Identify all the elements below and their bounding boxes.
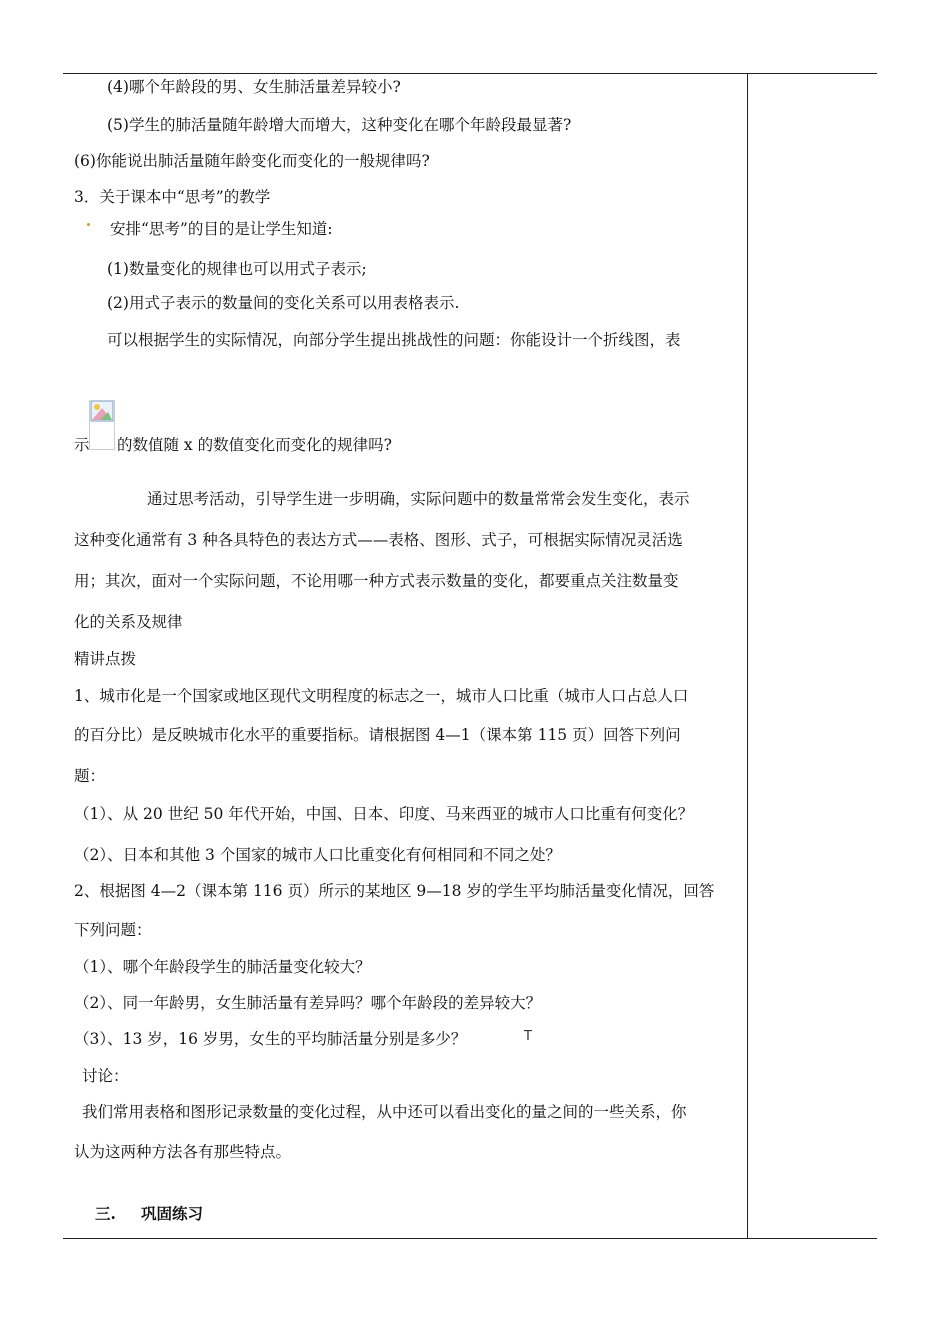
- paragraph-line-1: 通过思考活动，引导学生进一步明确，实际问题中的数量常常会发生变化，表示: [147, 490, 690, 508]
- question-4: (4)哪个年龄段的男、女生肺活量差异较小?: [107, 78, 401, 96]
- stray-marker: T: [524, 1029, 532, 1044]
- key-points-heading: 精讲点拨: [74, 650, 137, 668]
- question-5: (5)学生的肺活量随年龄增大而增大，这种变化在哪个年龄段最显著?: [107, 116, 572, 134]
- broken-image-icon: [89, 400, 115, 450]
- item-2-line-2: 下列问题：: [74, 921, 152, 939]
- paragraph-line-4: 化的关系及规律: [74, 613, 183, 631]
- table-bottom-border: [63, 1238, 877, 1239]
- challenge-question: 可以根据学生的实际情况，向部分学生提出挑战性的问题：你能设计一个折线图，表: [107, 331, 681, 349]
- item-1-sub-1: （1）、从 20 世纪 50 年代开始，中国、日本、印度、马来西亚的城市人口比重有何变化？: [74, 805, 694, 823]
- challenge-continuation: 的数值随 x 的数值变化而变化的规律吗?: [117, 436, 392, 454]
- item-1-line-3: 题：: [74, 767, 106, 785]
- item-2-sub-2: （2）、同一年龄男，女生肺活量有差异吗？哪个年龄段的差异较大？: [74, 994, 542, 1012]
- item-1-line-2: 的百分比）是反映城市化水平的重要指标。请根据图 4—1（课本第 115 页）回答下列问: [74, 726, 681, 744]
- table-column-divider: [747, 73, 748, 1238]
- paragraph-line-3: 用；其次，面对一个实际问题，不论用哪一种方式表示数量的变化，都要重点关注数量变: [74, 572, 679, 590]
- item-1-sub-2: （2）、日本和其他 3 个国家的城市人口比重变化有何相同和不同之处？: [74, 846, 561, 864]
- challenge-continuation-start: 示: [74, 436, 90, 454]
- section-3-number: 三.: [95, 1204, 116, 1223]
- point-1: (1)数量变化的规律也可以用式子表示;: [107, 260, 367, 278]
- discussion-line-1: 我们常用表格和图形记录数量的变化过程，从中还可以看出变化的量之间的一些关系，你: [82, 1103, 687, 1121]
- question-6: (6)你能说出肺活量随年龄变化而变化的一般规律吗?: [74, 152, 430, 170]
- item-2-sub-3: （3）、13 岁，16 岁男，女生的平均肺活量分别是多少？: [74, 1030, 467, 1048]
- point-2: (2)用式子表示的数量间的变化关系可以用表格表示.: [107, 294, 460, 312]
- bullet-dot: [87, 223, 90, 226]
- item-1-line-1: 1、城市化是一个国家或地区现代文明程度的标志之一，城市人口比重（城市人口占总人口: [74, 687, 689, 705]
- item-2-sub-1: （1）、哪个年龄段学生的肺活量变化较大？: [74, 958, 371, 976]
- think-purpose: 安排“思考”的目的是让学生知道:: [110, 220, 333, 238]
- section-3-heading: 3．关于课本中“思考”的教学: [74, 188, 271, 206]
- discussion-heading: 讨论：: [82, 1067, 129, 1085]
- item-2-line-1: 2、根据图 4—2（课本第 116 页）所示的某地区 9—18 岁的学生平均肺活量变化情况，回答: [74, 882, 715, 900]
- consolidation-exercise-heading: 巩固练习: [141, 1204, 204, 1223]
- discussion-line-2: 认为这两种方法各有那些特点。: [74, 1143, 292, 1161]
- paragraph-line-2: 这种变化通常有 3 种各具特色的表达方式——表格、图形、式子，可根据实际情况灵活选: [74, 531, 683, 549]
- table-top-border: [63, 73, 877, 74]
